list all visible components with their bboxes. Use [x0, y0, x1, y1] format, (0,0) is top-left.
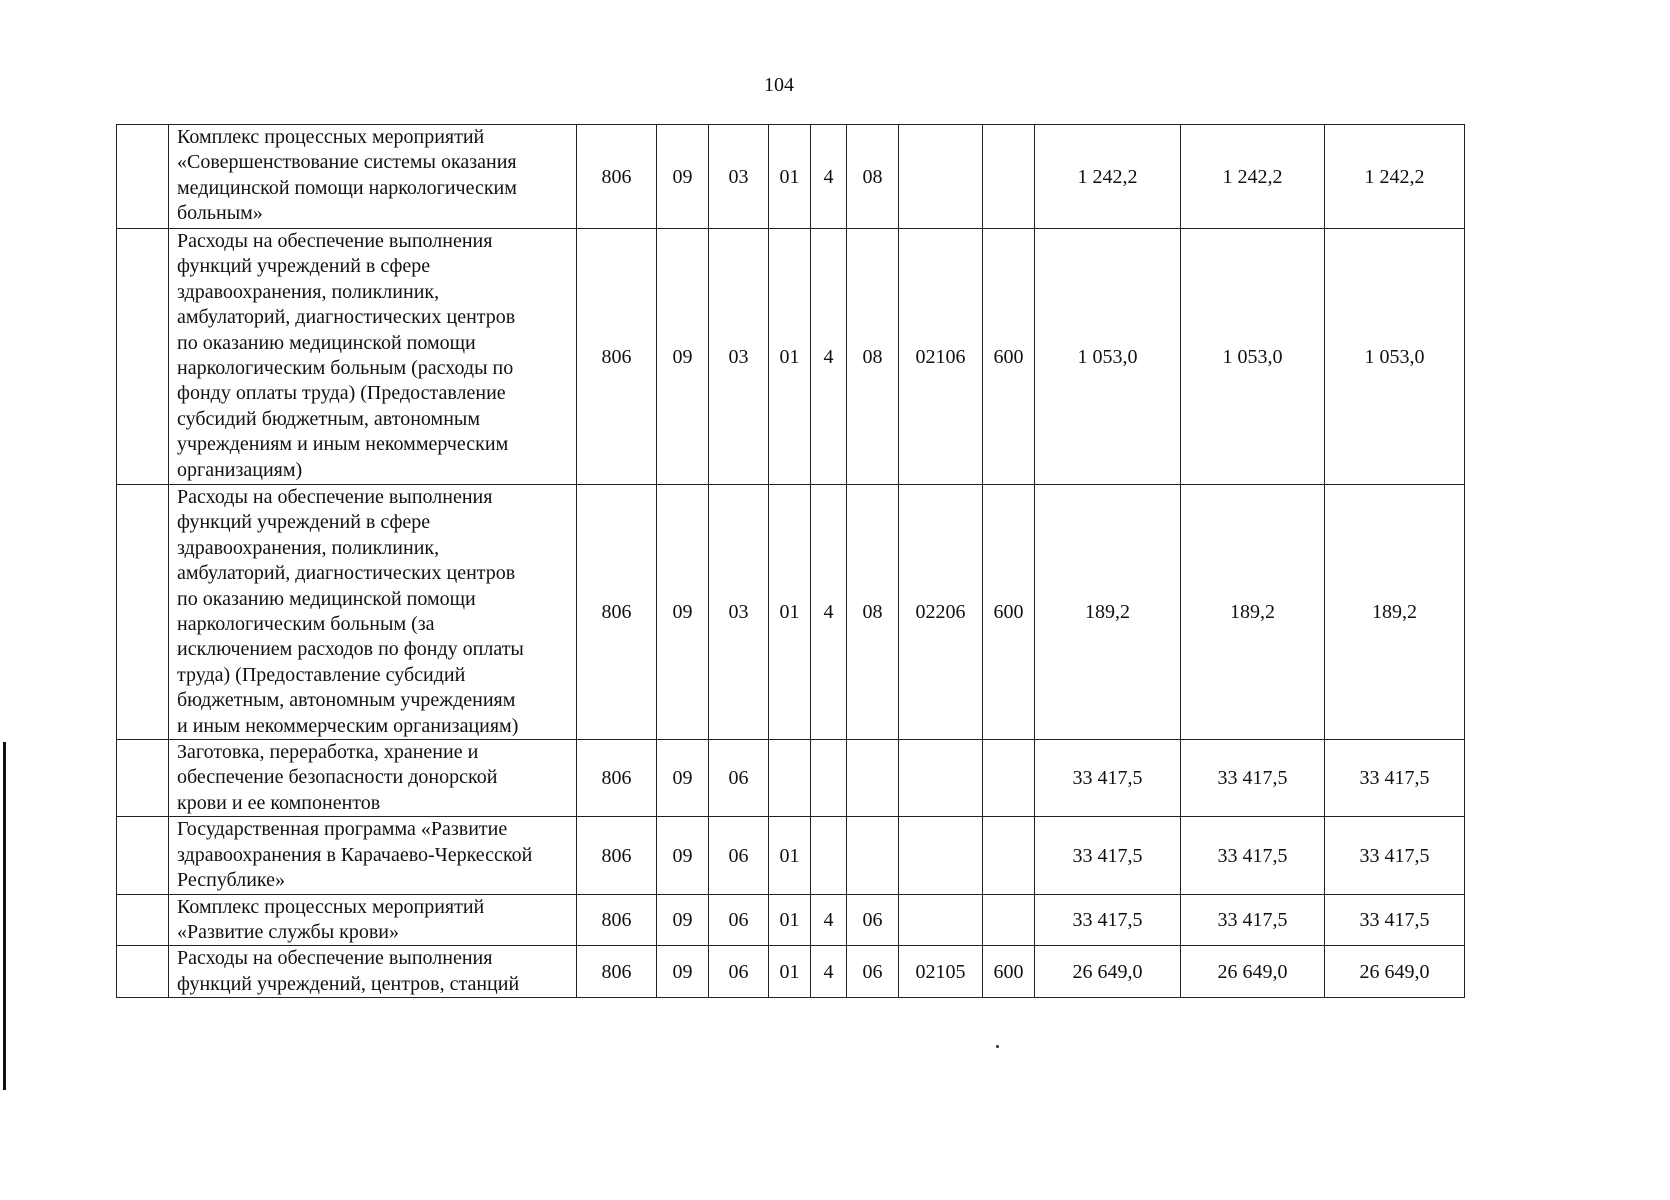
description-cell [169, 485, 577, 740]
section-cell: 09 [657, 817, 709, 894]
description-line: больным» [177, 202, 263, 225]
expense-type-cell: 600 [983, 946, 1035, 998]
complex-cell: 08 [847, 485, 899, 740]
type-cell: 4 [811, 946, 847, 998]
description-cell: Государственная программа «Развитие здравоохранения в Карачаево-Черкесской Республике» [169, 817, 577, 894]
sum-3-cell: 33 417,5 [1325, 894, 1465, 946]
expense-type-cell [983, 817, 1035, 894]
description-line: Комплекс процессных мероприятий [177, 895, 485, 918]
description-line: по оказанию медицинской помощи [177, 331, 476, 354]
direction-cell [899, 894, 983, 946]
type-cell: 4 [811, 125, 847, 229]
type-cell: 4 [811, 485, 847, 740]
sum-1-cell: 1 242,2 [1035, 125, 1181, 229]
description-line: по оказанию медицинской помощи [177, 587, 476, 610]
description-line: и иным некоммерческим организациям) [177, 714, 519, 737]
program-cell: 01 [769, 946, 811, 998]
description-line: здравоохранения, поликлиник, [177, 536, 440, 559]
sum-2-cell: 1 242,2 [1181, 125, 1325, 229]
sum-1-cell: 189,2 [1035, 485, 1181, 740]
expense-type-cell: 600 [983, 229, 1035, 485]
description-line: Заготовка, переработка, хранение и [177, 741, 479, 764]
complex-cell: 08 [847, 125, 899, 229]
description-line: исключением расходов по фонду оплаты [177, 638, 524, 661]
direction-cell: 02105 [899, 946, 983, 998]
description-line: амбулаторий, диагностических центров [177, 562, 516, 585]
description-line: обеспечение безопасности донорской [177, 766, 498, 789]
scan-dot-mark [996, 1045, 999, 1048]
direction-cell [899, 817, 983, 894]
description-line: бюджетным, автономным учреждениям [177, 689, 516, 712]
subsection-cell: 06 [709, 740, 769, 817]
description-line: крови и ее компонентов [177, 791, 381, 814]
description-line: медицинской помощи наркологическим [177, 176, 517, 199]
empty-index-cell [117, 485, 169, 740]
table-row [117, 125, 1465, 229]
budget-table [116, 124, 1465, 998]
sum-2-cell: 26 649,0 [1181, 946, 1325, 998]
section-cell: 09 [657, 946, 709, 998]
table-row [117, 946, 1465, 998]
table-row [117, 894, 1465, 946]
description-line: Расходы на обеспечение выполнения [177, 230, 493, 252]
sum-1-cell: 33 417,5 [1035, 817, 1181, 894]
description-line: фонду оплаты труда) (Предоставление [177, 382, 506, 405]
empty-index-cell [117, 817, 169, 894]
program-cell: 01 [769, 229, 811, 485]
description-line: наркологическим больным (за [177, 613, 435, 636]
empty-index-cell [117, 125, 169, 229]
complex-cell [847, 817, 899, 894]
subsection-cell: 03 [709, 485, 769, 740]
subsection-cell: 03 [709, 125, 769, 229]
description-line: Расходы на обеспечение выполнения [177, 486, 493, 508]
sum-3-cell: 33 417,5 [1325, 817, 1465, 894]
program-cell: 01 [769, 485, 811, 740]
complex-cell: 06 [847, 894, 899, 946]
sum-3-cell: 1 053,0 [1325, 229, 1465, 485]
type-cell: 4 [811, 229, 847, 485]
description-line: Комплекс процессных мероприятий [177, 126, 485, 148]
sum-1-cell: 33 417,5 [1035, 740, 1181, 817]
description-line: организациям) [177, 458, 303, 481]
description-line: «Совершенствование системы оказания [177, 151, 517, 174]
description-line: труда) (Предоставление субсидий [177, 663, 466, 686]
description-line: наркологическим больным (расходы по [177, 357, 514, 380]
table-body [117, 125, 1465, 998]
direction-cell [899, 125, 983, 229]
description-line: учреждениям и иным некоммерческим [177, 433, 509, 456]
section-cell: 09 [657, 229, 709, 485]
empty-index-cell [117, 740, 169, 817]
program-cell [769, 740, 811, 817]
sum-3-cell: 26 649,0 [1325, 946, 1465, 998]
sum-2-cell: 33 417,5 [1181, 817, 1325, 894]
empty-index-cell [117, 894, 169, 946]
table-row [117, 817, 1465, 894]
type-cell: 4 [811, 894, 847, 946]
ministry-cell: 806 [577, 817, 657, 894]
description-line: функций учреждений в сфере [177, 511, 431, 534]
sum-2-cell: 33 417,5 [1181, 740, 1325, 817]
program-cell: 01 [769, 817, 811, 894]
complex-cell: 08 [847, 229, 899, 485]
complex-cell [847, 740, 899, 817]
sum-1-cell: 26 649,0 [1035, 946, 1181, 998]
expense-type-cell [983, 740, 1035, 817]
section-cell: 09 [657, 485, 709, 740]
table-row [117, 229, 1465, 485]
description-cell [169, 740, 577, 817]
ministry-cell: 806 [577, 229, 657, 485]
table-row [117, 485, 1465, 740]
sum-1-cell: 1 053,0 [1035, 229, 1181, 485]
empty-index-cell [117, 229, 169, 485]
page-number: 104 [764, 74, 794, 96]
description-cell [169, 229, 577, 485]
section-cell: 09 [657, 125, 709, 229]
expense-type-cell [983, 894, 1035, 946]
ministry-cell: 806 [577, 946, 657, 998]
program-cell: 01 [769, 125, 811, 229]
section-cell: 09 [657, 740, 709, 817]
type-cell [811, 740, 847, 817]
description-line: амбулаторий, диагностических центров [177, 306, 516, 329]
description-line: «Развитие службы крови» [177, 920, 399, 943]
expense-type-cell: 600 [983, 485, 1035, 740]
description-line: субсидий бюджетным, автономным [177, 407, 481, 430]
direction-cell: 02206 [899, 485, 983, 740]
description-cell [169, 946, 577, 998]
complex-cell: 06 [847, 946, 899, 998]
sum-1-cell: 33 417,5 [1035, 894, 1181, 946]
subsection-cell: 06 [709, 894, 769, 946]
direction-cell [899, 740, 983, 817]
program-cell: 01 [769, 894, 811, 946]
description-line: функций учреждений, центров, станций [177, 972, 520, 995]
description-cell [169, 125, 577, 229]
scan-edge-mark [3, 742, 6, 1090]
empty-index-cell [117, 946, 169, 998]
type-cell [811, 817, 847, 894]
subsection-cell: 03 [709, 229, 769, 485]
description-line: Расходы на обеспечение выполнения [177, 947, 493, 970]
ministry-cell: 806 [577, 485, 657, 740]
sum-2-cell: 1 053,0 [1181, 229, 1325, 485]
sum-2-cell: 33 417,5 [1181, 894, 1325, 946]
sum-2-cell: 189,2 [1181, 485, 1325, 740]
subsection-cell: 06 [709, 817, 769, 894]
description-cell [169, 894, 577, 946]
section-cell: 09 [657, 894, 709, 946]
sum-3-cell: 33 417,5 [1325, 740, 1465, 817]
expense-type-cell [983, 125, 1035, 229]
description-line: функций учреждений в сфере [177, 255, 431, 278]
description-line: здравоохранения, поликлиник, [177, 280, 440, 303]
sum-3-cell: 189,2 [1325, 485, 1465, 740]
subsection-cell: 06 [709, 946, 769, 998]
ministry-cell: 806 [577, 894, 657, 946]
sum-3-cell: 1 242,2 [1325, 125, 1465, 229]
ministry-cell: 806 [577, 125, 657, 229]
direction-cell: 02106 [899, 229, 983, 485]
table-row [117, 740, 1465, 817]
ministry-cell: 806 [577, 740, 657, 817]
